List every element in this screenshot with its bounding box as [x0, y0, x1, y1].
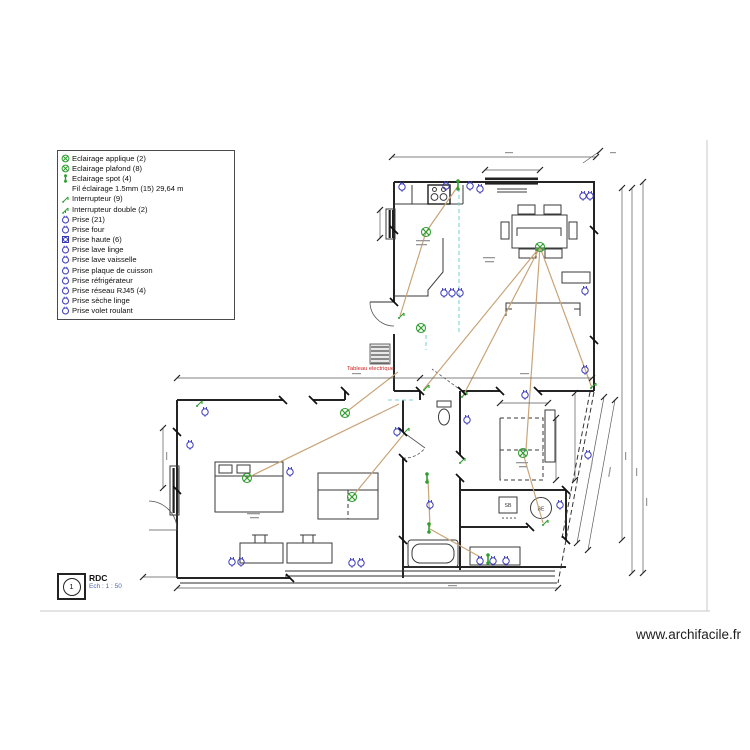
outlet-icon — [61, 215, 72, 224]
room-labels-illegible — [166, 152, 647, 586]
legend-item — [61, 235, 231, 245]
legend-item-label: Interrupteur double (2) — [72, 204, 148, 214]
watermark: www.archifacile.fr — [635, 627, 741, 642]
lighting-wires — [247, 186, 592, 558]
outlet-icon — [61, 225, 72, 234]
spot-light-symbols — [425, 179, 490, 565]
outlet-icon — [61, 276, 72, 285]
wall-light-icon — [61, 154, 72, 163]
legend-item — [61, 275, 231, 285]
legend-item-label: Prise (21) — [72, 214, 105, 224]
legend-item-label: Prise sèche linge — [72, 296, 130, 306]
legend-item — [61, 184, 231, 194]
legend-item — [61, 153, 231, 163]
tableau-electrique-label: Tableau electrique — [347, 366, 395, 372]
legend-item-label: Prise lave vaisselle — [72, 255, 137, 265]
legend-item-label: Prise plaque de cuisson — [72, 265, 153, 275]
switch-icon — [61, 194, 72, 203]
outlet-icon — [61, 266, 72, 275]
plan-index-number: 1 — [63, 578, 81, 596]
walls — [177, 182, 594, 583]
ceiling-light-icon — [61, 164, 72, 173]
legend-item — [61, 306, 231, 316]
legend-item — [61, 224, 231, 234]
outlet-icon — [61, 255, 72, 264]
door-swings — [149, 302, 462, 530]
legend-item-label: Eclairage applique (2) — [72, 153, 146, 163]
legend-item-label: Eclairage spot (4) — [72, 173, 132, 183]
legend-item-label: Prise réseau RJ45 (4) — [72, 286, 146, 296]
bathroom-furniture — [240, 401, 552, 567]
legend-box — [57, 150, 235, 320]
title-block — [57, 573, 122, 600]
double-switch-icon — [61, 205, 72, 214]
switch-symbols — [196, 313, 596, 526]
legend-item-label: Eclairage plafond (8) — [72, 163, 143, 173]
legend-item — [61, 204, 231, 214]
legend-item-label: Prise volet roulant — [72, 306, 133, 316]
legend-item — [61, 285, 231, 295]
sofa — [506, 303, 580, 316]
legend-item — [61, 245, 231, 255]
legend-item-label: Prise four — [72, 224, 105, 234]
level-name: RDC — [89, 573, 108, 583]
plan-index-box — [57, 573, 86, 600]
legend-item — [61, 255, 231, 265]
legend-item-label: Prise lave linge — [72, 245, 124, 255]
legend-item — [61, 163, 231, 173]
legend-item-label: Fil éclairage 1.5mm (15) 29,64 m — [72, 184, 184, 194]
legend-item — [61, 173, 231, 183]
legend-item — [61, 296, 231, 306]
legend-item — [61, 214, 231, 224]
teal-guides — [388, 188, 459, 400]
legend-item-label: Prise réfrigérateur — [72, 275, 133, 285]
legend-item — [61, 194, 231, 204]
outlet-icon — [61, 296, 72, 305]
outlet-icon — [61, 286, 72, 295]
legend-item — [61, 265, 231, 275]
be-label: BE — [537, 506, 545, 513]
outlet-icon — [61, 235, 72, 244]
legend-item-label: Interrupteur (9) — [72, 194, 123, 204]
outlet-icon — [61, 245, 72, 254]
legend-item-label: Prise haute (6) — [72, 235, 122, 245]
electrical-panel — [370, 344, 390, 364]
scale-label: Ech : 1 : 50 — [89, 583, 122, 590]
outlet-icon — [61, 306, 72, 315]
spot-light-icon — [61, 174, 72, 183]
sb-label: SB — [504, 503, 512, 509]
